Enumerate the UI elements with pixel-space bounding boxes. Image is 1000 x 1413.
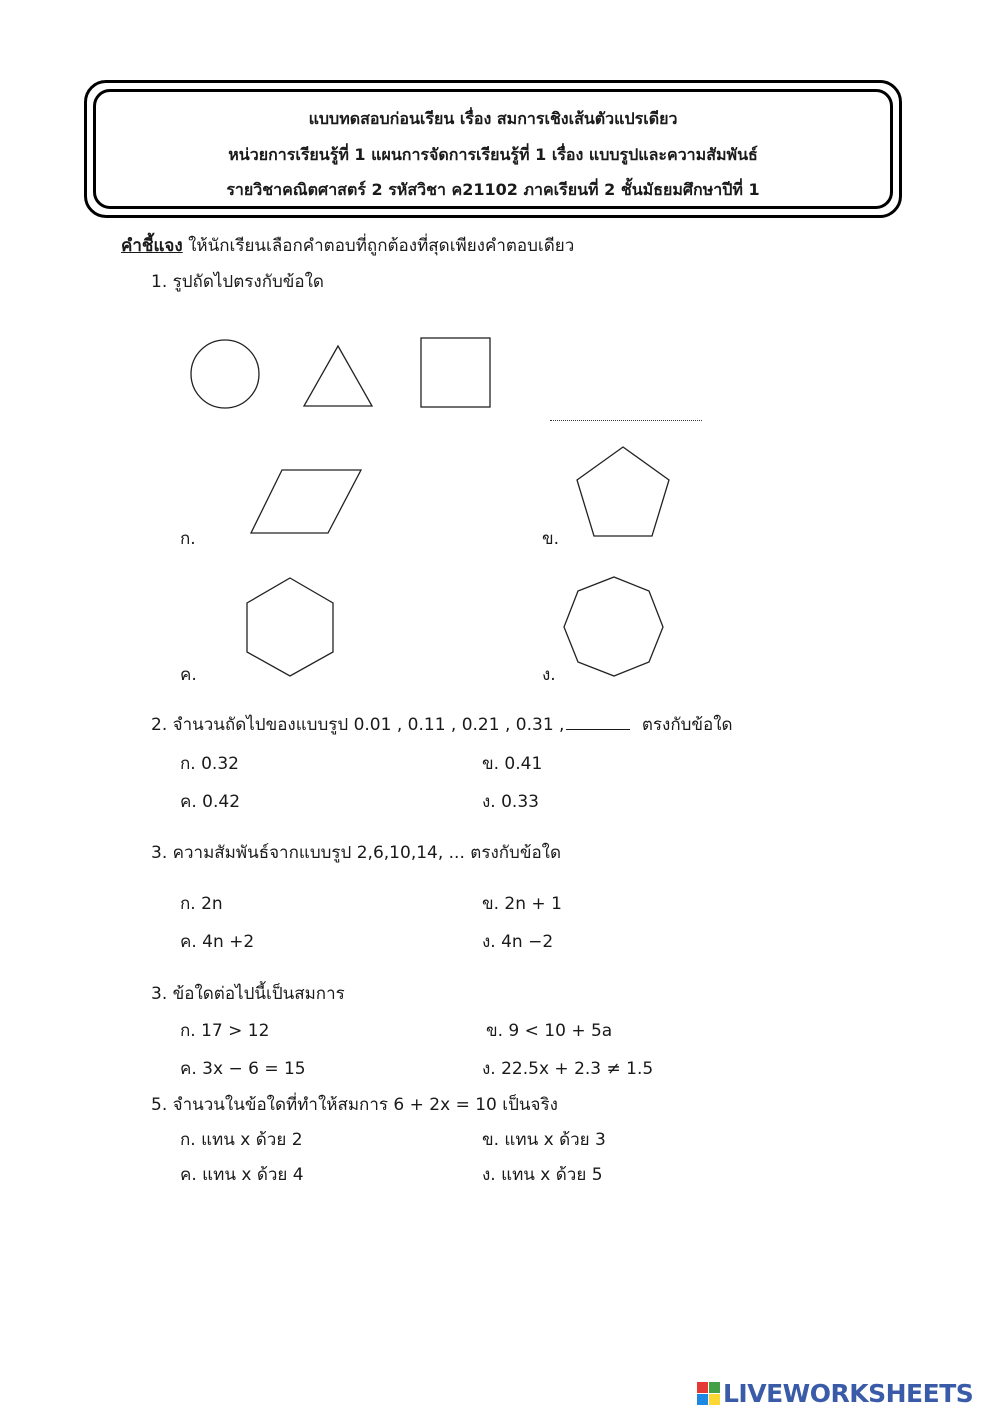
q2-option-d[interactable]: ง. 0.33 (482, 792, 539, 812)
q4-option-a[interactable]: ก. 17 > 12 (180, 1021, 270, 1041)
q5-option-a[interactable]: ก. แทน x ด้วย 2 (180, 1130, 303, 1150)
square-shape (421, 338, 490, 407)
header-unit: หน่วยการเรียนรู้ที่ 1 แผนการจัดการเรียนรู้ที่ 1 เรื่อง แบบรูปและความสัมพันธ์ (228, 145, 758, 164)
q1-option-b-pentagon[interactable] (572, 444, 674, 540)
question-2-text: 2. จำนวนถัดไปของแบบรูป 0.01 , 0.11 , 0.21 , 0.31 , (151, 715, 565, 735)
q3-option-c[interactable]: ค. 4n +2 (180, 932, 255, 952)
question-3-text: 3. ความสัมพันธ์จากแบบรูป 2,6,10,14, ... ตรงกับข้อใด (151, 843, 562, 863)
q4-option-c[interactable]: ค. 3x − 6 = 15 (180, 1059, 306, 1079)
q5-option-d[interactable]: ง. แทน x ด้วย 5 (482, 1165, 603, 1185)
question-4-text: 3. ข้อใดต่อไปนี้เป็นสมการ (151, 984, 345, 1004)
question-5-text: 5. จำนวนในข้อใดที่ทำให้สมการ 6 + 2x = 10 เป็นจริง (151, 1095, 558, 1115)
header-box (84, 80, 902, 218)
q2-option-b[interactable]: ข. 0.41 (482, 754, 543, 774)
circle-shape (191, 340, 259, 408)
triangle-shape (304, 346, 372, 406)
q1-option-b-label[interactable]: ข. (542, 529, 560, 549)
q3-option-b[interactable]: ข. 2n + 1 (482, 894, 562, 914)
q1-option-c-label[interactable]: ค. (180, 665, 197, 685)
q3-option-d[interactable]: ง. 4n −2 (482, 932, 554, 952)
question-2 (151, 715, 733, 735)
header-title: แบบทดสอบก่อนเรียน เรื่อง สมการเชิงเส้นตัวแปรเดียว (308, 109, 678, 128)
q5-option-b[interactable]: ข. แทน x ด้วย 3 (482, 1130, 606, 1150)
answer-blank (566, 727, 630, 730)
q4-option-d[interactable]: ง. 22.5x + 2.3 ≠ 1.5 (482, 1059, 654, 1079)
q3-option-a[interactable]: ก. 2n (180, 894, 223, 914)
q1-option-d-label[interactable]: ง. (542, 665, 556, 685)
question-2-suffix: ตรงกับข้อใด (636, 715, 733, 735)
instruction-label: คำชี้แจง (121, 236, 183, 256)
q1-option-a-label[interactable]: ก. (180, 529, 196, 549)
q4-option-b[interactable]: ข. 9 < 10 + 5a (486, 1021, 613, 1041)
question-1-text: 1. รูปถัดไปตรงกับข้อใด (151, 272, 324, 292)
logo-mark-icon (697, 1382, 721, 1406)
liveworksheets-logo[interactable] (697, 1380, 997, 1408)
q1-option-a-parallelogram[interactable] (248, 467, 366, 537)
instruction-text: ให้นักเรียนเลือกคำตอบที่ถูกต้องที่สุดเพียงคำตอบเดียว (182, 236, 575, 256)
q1-option-c-hexagon[interactable] (244, 575, 336, 679)
q1-option-d-octagon[interactable] (561, 574, 667, 680)
header-subject: รายวิชาคณิตศาสตร์ 2 รหัสวิชา ค21102 ภาคเรียนที่ 2 ชั้นมัธยมศึกษาปีที่ 1 (226, 180, 760, 199)
pattern-shapes (186, 336, 506, 412)
logo-text: LIVEWORKSHEETS (723, 1379, 974, 1408)
q2-option-a[interactable]: ก. 0.32 (180, 754, 239, 774)
instruction (121, 236, 574, 256)
q5-option-c[interactable]: ค. แทน x ด้วย 4 (180, 1165, 304, 1185)
answer-dotted-line (550, 418, 702, 421)
q2-option-c[interactable]: ค. 0.42 (180, 792, 241, 812)
